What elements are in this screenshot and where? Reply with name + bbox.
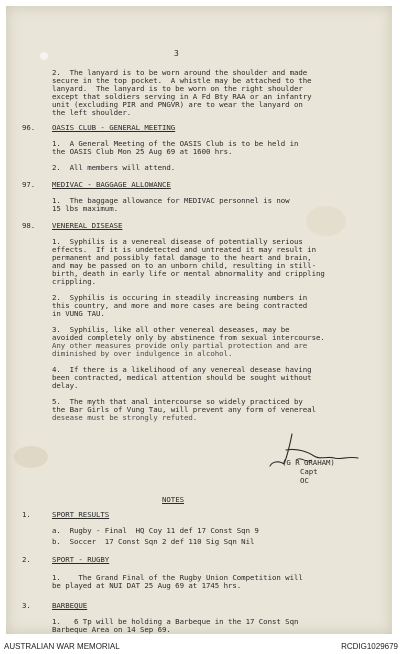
section-text: and may be passed on to an unborn child, resulting in still-: [52, 261, 316, 270]
paper-stain: [306, 206, 346, 236]
para-2-line-3: lanyard. The lanyard is to be worn on the right shoulder: [52, 84, 303, 93]
note-number: 2.: [22, 555, 31, 564]
section-text: permanent and possibly fatal damage to the heart and brain,: [52, 253, 312, 262]
section-text: desease must be strongly refuted.: [52, 413, 198, 422]
note-heading: SPORT RESULTS: [52, 510, 110, 519]
section-heading: VENEREAL DISEASE: [52, 221, 123, 230]
footer-record-id: RCDIG1029679: [341, 642, 398, 651]
section-text: avoided completely only by abstinence from sexual intercourse.: [52, 333, 325, 342]
section-text: 4. If there is a likelihood of any venereal desease having: [52, 365, 312, 374]
note-text: b. Soccer 17 Const Sqn 2 def 110 Sig Sqn Nil: [52, 537, 255, 546]
section-text: effects. If it is undetected and untreated it may result in: [52, 245, 316, 254]
note-text: Barbeque Area on 14 Sep 69.: [52, 625, 171, 634]
section-text: the Bar Girls of Vung Tau, will prevent any form of venereal: [52, 405, 316, 414]
signatory-rank: Capt: [300, 467, 318, 476]
note-number: 1.: [22, 510, 31, 519]
section-text: 2. Syphilis is occuring in steadily increasing numbers in: [52, 293, 308, 302]
signatory-name: (G R GRAHAM): [282, 458, 335, 467]
section-text: diminished by over indulgence in alcohol.: [52, 349, 233, 358]
note-text: be played at NUI DAT 25 Aug 69 at 1745 hrs.: [52, 581, 242, 590]
section-number: 98.: [22, 221, 36, 230]
section-text: 1. Syphilis is a venereal disease of potentially serious: [52, 237, 303, 246]
section-text: 1. A General Meeting of the OASIS Club is to be held in: [52, 139, 299, 148]
paper-stain: [14, 446, 48, 468]
section-text: delay.: [52, 381, 79, 390]
section-heading: MEDIVAC - BAGGAGE ALLOWANCE: [52, 180, 171, 189]
note-text: 1. 6 Tp will be holding a Barbeque in the 17 Const Sqn: [52, 617, 299, 626]
note-heading: BARBEQUE: [52, 601, 88, 610]
section-text: in VUNG TAU.: [52, 309, 105, 318]
section-text: 5. The myth that anal intercourse so widely practiced by: [52, 397, 303, 406]
section-heading: OASIS CLUB - GENERAL MEETING: [52, 123, 176, 132]
para-2-line-1: 2. The lanyard is to be worn around the shoulder and made: [52, 68, 308, 77]
section-text: been contracted, medical attention should be sought without: [52, 373, 312, 382]
archive-footer: [0, 634, 402, 654]
para-2-line-2: secure in the top pocket. A whistle may be attached to the: [52, 76, 312, 85]
section-number: 97.: [22, 180, 36, 189]
section-text: 2. All members will attend.: [52, 163, 176, 172]
footer-source: AUSTRALIAN WAR MEMORIAL: [4, 642, 120, 651]
section-text: 1. The baggage allowance for MEDIVAC personnel is now: [52, 196, 290, 205]
section-text: birth, death in early life or mental abnormality and crippling: [52, 269, 325, 278]
document-page: [6, 6, 392, 634]
note-heading: SPORT - RUGBY: [52, 555, 110, 564]
note-text: 1. The Grand Final of the Rugby Union Competition will: [52, 573, 303, 582]
note-text: a. Rugby - Final HQ Coy 11 def 17 Const Sqn 9: [52, 526, 259, 535]
section-number: 96.: [22, 123, 36, 132]
section-text: crippling.: [52, 277, 96, 286]
section-text: 15 lbs maximum.: [52, 204, 118, 213]
section-text: this country, and more and more cases are being contracted: [52, 301, 308, 310]
signatory-role: OC: [300, 476, 309, 485]
para-2-line-4: except that soldiers serving in A Fd Bty RAA or an infantry: [52, 92, 312, 101]
page-number: 3: [174, 49, 179, 58]
para-2-line-5: unit (excluding PIR and PNGVR) are to wear the lanyard on: [52, 100, 303, 109]
note-number: 3.: [22, 601, 31, 610]
section-text: Any other measures provide only partial protection and are: [52, 341, 308, 350]
para-2-line-6: the left shoulder.: [52, 108, 132, 117]
notes-heading: NOTES: [162, 495, 184, 504]
punch-hole: [40, 52, 48, 60]
section-text: the OASIS Club Mon 25 Aug 69 at 1600 hrs.: [52, 147, 233, 156]
section-text: 3. Syphilis, like all other venereal deseases, may be: [52, 325, 290, 334]
